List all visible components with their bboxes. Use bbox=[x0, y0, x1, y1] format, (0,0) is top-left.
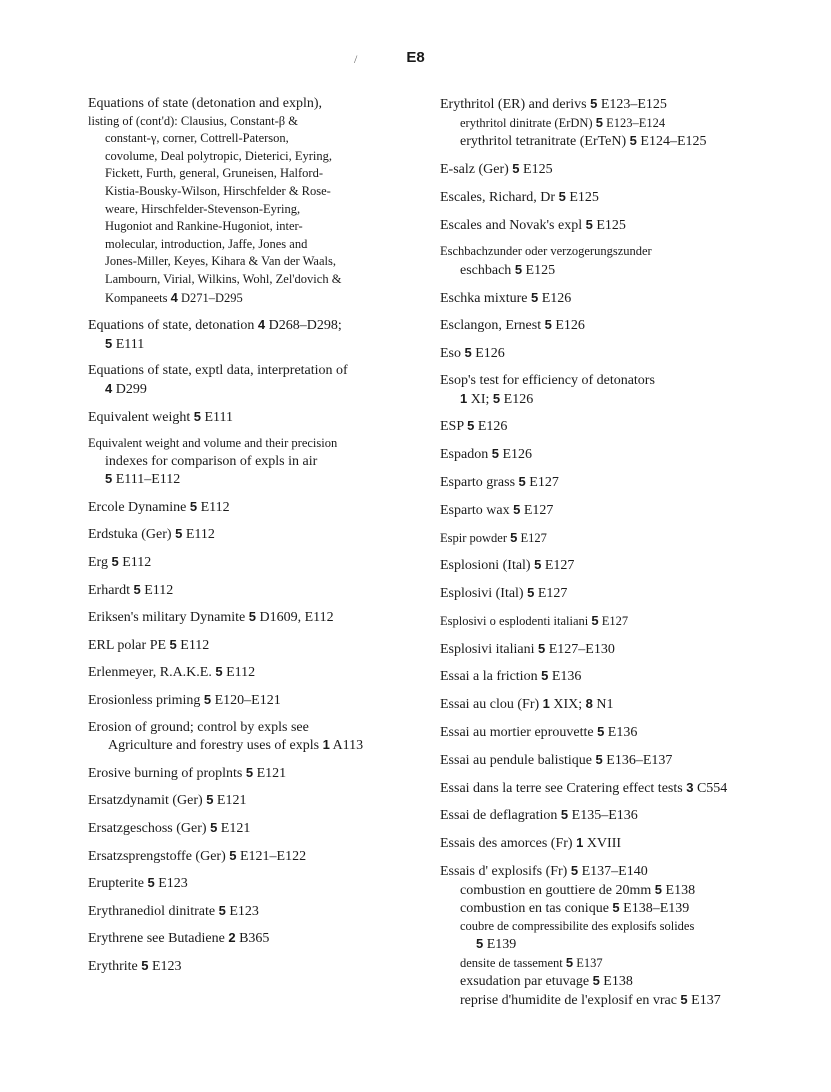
stray-mark: / bbox=[354, 52, 358, 66]
index-entry: Erosionless priming 5 E120–E121 bbox=[88, 692, 281, 709]
index-entry bbox=[440, 862, 820, 1010]
index-entry: Essai dans la terre see Cratering effect tests 3 C554 bbox=[440, 779, 728, 796]
index-entry bbox=[440, 243, 820, 279]
page-label: E8 bbox=[406, 49, 425, 66]
entry-line: combustion en tas conique 5 E138–E139 bbox=[460, 900, 690, 917]
index-column-left bbox=[88, 95, 403, 985]
index-entry: Esparto wax 5 E127 bbox=[440, 501, 554, 518]
index-entry bbox=[88, 435, 403, 489]
index-entry: Ersatzdynamit (Ger) 5 E121 bbox=[88, 792, 247, 809]
index-entry bbox=[440, 372, 820, 408]
index-entry: Escales, Richard, Dr 5 E125 bbox=[440, 188, 599, 205]
index-entry: Espir powder 5 E127 bbox=[440, 529, 547, 545]
index-entry: Espadon 5 E126 bbox=[440, 446, 533, 463]
index-entry: Erdstuka (Ger) 5 E112 bbox=[88, 526, 215, 543]
index-entry bbox=[88, 95, 403, 307]
entry-line: Hugoniot and Rankine-Hugoniot, inter- bbox=[105, 219, 303, 234]
index-entry: Essai au pendule balistique 5 E136–E137 bbox=[440, 751, 673, 768]
entry-line: 4 D299 bbox=[105, 380, 147, 397]
entry-line: covolume, Deal polytropic, Dieterici, Eyring, bbox=[105, 148, 333, 163]
index-entry: Esplosivi o esplodenti italiani 5 E127 bbox=[440, 612, 629, 628]
index-entry: E-salz (Ger) 5 E125 bbox=[440, 160, 553, 177]
index-entry: Erythranediol dinitrate 5 E123 bbox=[88, 902, 259, 919]
entry-line: Jones-Miller, Keyes, Kihara & Van der Waals, bbox=[105, 254, 336, 269]
index-entry bbox=[88, 362, 403, 398]
index-entry: Ercole Dynamine 5 E112 bbox=[88, 498, 230, 515]
entry-line: listing of (cont'd): Clausius, Constant-β & bbox=[88, 113, 298, 128]
index-entry: Erupterite 5 E123 bbox=[88, 875, 188, 892]
entry-line: Kompaneets 4 D271–D295 bbox=[105, 289, 243, 305]
index-entry: Erlenmeyer, R.A.K.E. 5 E112 bbox=[88, 664, 256, 681]
index-entry: ERL polar PE 5 E112 bbox=[88, 636, 210, 653]
entry-line: Equations of state, detonation 4 D268–D298; bbox=[88, 317, 342, 334]
entry-line: Equations of state (detonation and expln), bbox=[88, 96, 323, 111]
entry-line: Agriculture and forestry uses of expls 1 A113 bbox=[108, 737, 364, 754]
entry-line: Fickett, Furth, general, Gruneisen, Halford- bbox=[105, 166, 323, 181]
entry-line: 5 E111 bbox=[105, 335, 145, 352]
entry-line: Erosion of ground; control by expls see bbox=[88, 719, 309, 735]
index-entry: Essai de deflagration 5 E135–E136 bbox=[440, 807, 638, 824]
entry-line: Essais d' explosifs (Fr) 5 E137–E140 bbox=[440, 862, 648, 879]
entry-line: Equations of state, exptl data, interpretation of bbox=[88, 363, 348, 379]
index-entry: Ersatzsprengstoffe (Ger) 5 E121–E122 bbox=[88, 847, 307, 864]
entry-line: exsudation par etuvage 5 E138 bbox=[460, 973, 633, 990]
entry-line: combustion en gouttiere de 20mm 5 E138 bbox=[460, 881, 696, 898]
index-entry bbox=[88, 316, 403, 353]
entry-line: erythritol dinitrate (ErDN) 5 E123–E124 bbox=[460, 114, 666, 130]
index-entry bbox=[88, 719, 403, 755]
index-entry: Essai au mortier eprouvette 5 E136 bbox=[440, 724, 638, 740]
entry-line: indexes for comparison of expls in air bbox=[105, 453, 318, 469]
entry-line: Equivalent weight and volume and their precision bbox=[88, 436, 338, 451]
index-entry: Esparto grass 5 E127 bbox=[440, 473, 559, 490]
entry-line: Kistia-Bousky-Wilson, Hirschfelder & Rose- bbox=[105, 183, 331, 198]
entry-line: erythritol tetranitrate (ErTeN) 5 E124–E125 bbox=[460, 133, 707, 150]
index-entry: Esclangon, Ernest 5 E126 bbox=[440, 317, 585, 334]
index-entry: Esplosivi (Ital) 5 E127 bbox=[440, 585, 568, 602]
index-entry: Escales and Novak's expl 5 E125 bbox=[440, 216, 626, 233]
index-entry: Eso 5 E126 bbox=[440, 345, 505, 362]
entry-line: Erythritol (ER) and derivs 5 E123–E125 bbox=[440, 96, 667, 112]
index-entry: Erosive burning of proplnts 5 E121 bbox=[88, 764, 287, 781]
entry-line: 5 E139 bbox=[476, 936, 517, 953]
entry-line: molecular, introduction, Jaffe, Jones and bbox=[105, 236, 308, 251]
entry-line: constant-γ, corner, Cottrell-Paterson, bbox=[105, 131, 289, 146]
index-entry: Essai au clou (Fr) 1 XIX; 8 N1 bbox=[440, 696, 614, 713]
entry-line: weare, Hirschfelder-Stevenson-Eyring, bbox=[105, 201, 301, 216]
index-entry: Ersatzgeschoss (Ger) 5 E121 bbox=[88, 820, 251, 836]
index-entry: Eriksen's military Dynamite 5 D1609, E112 bbox=[88, 609, 334, 626]
index-entry: Erythrene see Butadiene 2 B365 bbox=[88, 930, 270, 947]
index-entry: Esplosivi italiani 5 E127–E130 bbox=[440, 640, 615, 657]
index-entry: Eschka mixture 5 E126 bbox=[440, 289, 572, 306]
entry-line: Lambourn, Virial, Wilkins, Wohl, Zel'dovich & bbox=[105, 271, 342, 286]
index-entry: Erhardt 5 E112 bbox=[88, 581, 174, 598]
index-entry: ESP 5 E126 bbox=[440, 418, 508, 435]
index-entry: Equivalent weight 5 E111 bbox=[88, 408, 234, 425]
entry-line: 5 E111–E112 bbox=[105, 471, 181, 488]
index-column-right bbox=[440, 95, 820, 1019]
entry-line: eschbach 5 E125 bbox=[460, 261, 556, 278]
index-entry: Esplosioni (Ital) 5 E127 bbox=[440, 557, 575, 574]
index-entry: Erythrite 5 E123 bbox=[88, 957, 182, 974]
index-entry: Essai a la friction 5 E136 bbox=[440, 668, 582, 685]
entry-line: coubre de compressibilite des explosifs solides bbox=[460, 918, 695, 933]
index-entry: Erg 5 E112 bbox=[88, 554, 152, 571]
index-entry bbox=[440, 95, 820, 151]
entry-line: densite de tassement 5 E137 bbox=[460, 954, 603, 970]
entry-line: Eschbachzunder oder verzogerungszunder bbox=[440, 244, 652, 259]
index-entry: Essais des amorces (Fr) 1 XVIII bbox=[440, 835, 622, 852]
entry-line: reprise d'humidite de l'explosif en vrac 5 E137 bbox=[460, 992, 721, 1009]
entry-line: 1 XI; 5 E126 bbox=[460, 390, 534, 407]
entry-line: Esop's test for efficiency of detonators bbox=[440, 373, 655, 389]
